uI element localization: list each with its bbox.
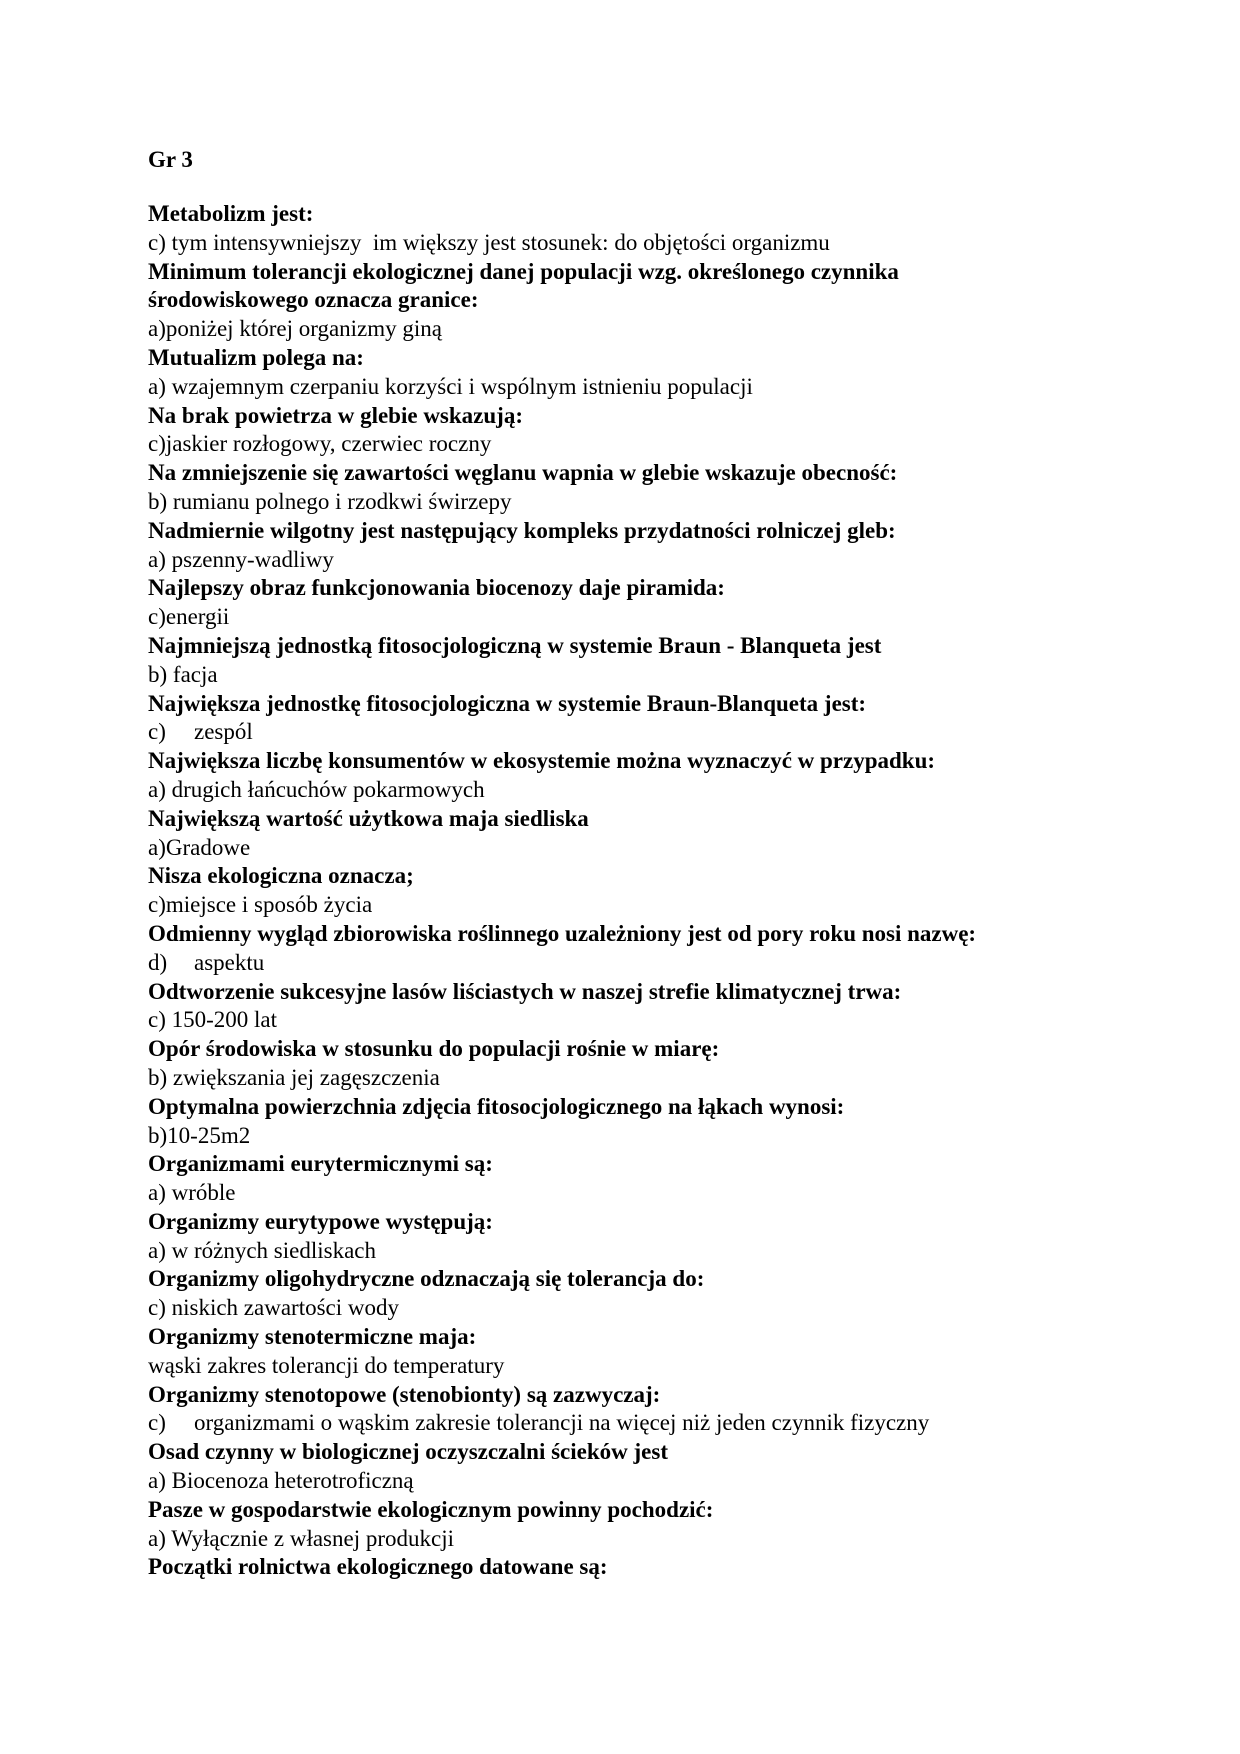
question: Największa jednostkę fitosocjologiczna w systemie Braun-Blanqueta jest:	[148, 690, 867, 716]
question: Największa liczbę konsumentów w ekosystemie można wyznaczyć w przypadku:	[148, 748, 936, 774]
document-heading: Gr 3	[148, 147, 193, 172]
question: Najmniejszą jednostką fitosocjologiczną w systemie Braun - Blanqueta jest	[148, 632, 882, 658]
question: Organizmami eurytermicznymi są:	[148, 1151, 493, 1177]
document-page	[148, 146, 1148, 1582]
question: Opór środowiska w stosunku do populacji rośnie w miarę:	[148, 1036, 720, 1062]
question-list	[148, 200, 1148, 1582]
question: Osad czynny w biologicznej oczyszczalni ścieków jest	[148, 1439, 668, 1465]
question: Minimum tolerancji ekologicznej danej populacji wzg. określonego czynnika środowiskowego oznacza granice:	[148, 258, 899, 313]
question: Początki rolnictwa ekologicznego datowane są:	[148, 1554, 608, 1580]
answer: a) w różnych siedliskach	[148, 1237, 377, 1263]
answer: wąski zakres tolerancji do temperatury	[148, 1352, 505, 1378]
question: Organizmy stenotopowe (stenobionty) są zazwyczaj:	[148, 1381, 661, 1407]
question: Odmienny wygląd zbiorowiska roślinnego uzależniony jest od pory roku nosi nazwę:	[148, 920, 977, 946]
answer: c) organizmami o wąskim zakresie tolerancji na więcej niż jeden czynnik fizyczny	[148, 1410, 930, 1436]
question: Odtworzenie sukcesyjne lasów liściastych w naszej strefie klimatycznej trwa:	[148, 978, 902, 1004]
answer: a) wróble	[148, 1180, 236, 1206]
answer: d) aspektu	[148, 949, 265, 975]
question: Największą wartość użytkowa maja siedliska	[148, 805, 589, 831]
question: Metabolizm jest:	[148, 201, 314, 226]
answer: c) 150-200 lat	[148, 1007, 278, 1033]
answer: b)10-25m2	[148, 1122, 251, 1148]
answer: c) zespól	[148, 719, 253, 745]
answer: b) zwiększania jej zagęszczenia	[148, 1064, 440, 1090]
answer: c)miejsce i sposób życia	[148, 892, 373, 918]
question: Najlepszy obraz funkcjonowania biocenozy daje piramida:	[148, 575, 725, 601]
answer: a)Gradowe	[148, 834, 251, 860]
answer: a) drugich łańcuchów pokarmowych	[148, 776, 485, 802]
question: Organizmy stenotermiczne maja:	[148, 1324, 477, 1350]
question: Organizmy oligohydryczne odznaczają się tolerancja do:	[148, 1266, 705, 1292]
answer: a) wzajemnym czerpaniu korzyści i wspólnym istnieniu populacji	[148, 373, 753, 399]
question: Organizmy eurytypowe występują:	[148, 1208, 493, 1234]
answer: a) pszenny-wadliwy	[148, 546, 334, 572]
answer: a)poniżej której organizmy giną	[148, 316, 443, 342]
answer: c) niskich zawartości wody	[148, 1295, 400, 1321]
question: Na zmniejszenie się zawartości węglanu wapnia w glebie wskazuje obecność:	[148, 460, 898, 486]
question: Optymalna powierzchnia zdjęcia fitosocjologicznego na łąkach wynosi:	[148, 1093, 845, 1119]
answer: a) Wyłącznie z własnej produkcji	[148, 1525, 455, 1551]
answer: b) facja	[148, 661, 218, 687]
question: Nadmiernie wilgotny jest następujący kompleks przydatności rolniczej gleb:	[148, 517, 896, 543]
answer: a) Biocenoza heterotroficzną	[148, 1468, 414, 1494]
answer: c)jaskier rozłogowy, czerwiec roczny	[148, 431, 492, 457]
question: Mutualizm polega na:	[148, 344, 364, 370]
question: Nisza ekologiczna oznacza;	[148, 863, 414, 889]
answer: c)energii	[148, 604, 230, 630]
answer: b) rumianu polnego i rzodkwi świrzepy	[148, 488, 512, 514]
question: Pasze w gospodarstwie ekologicznym powinny pochodzić:	[148, 1496, 714, 1522]
question: Na brak powietrza w glebie wskazują:	[148, 402, 523, 428]
answer: c) tym intensywniejszy im większy jest stosunek: do objętości organizmu	[148, 229, 830, 255]
